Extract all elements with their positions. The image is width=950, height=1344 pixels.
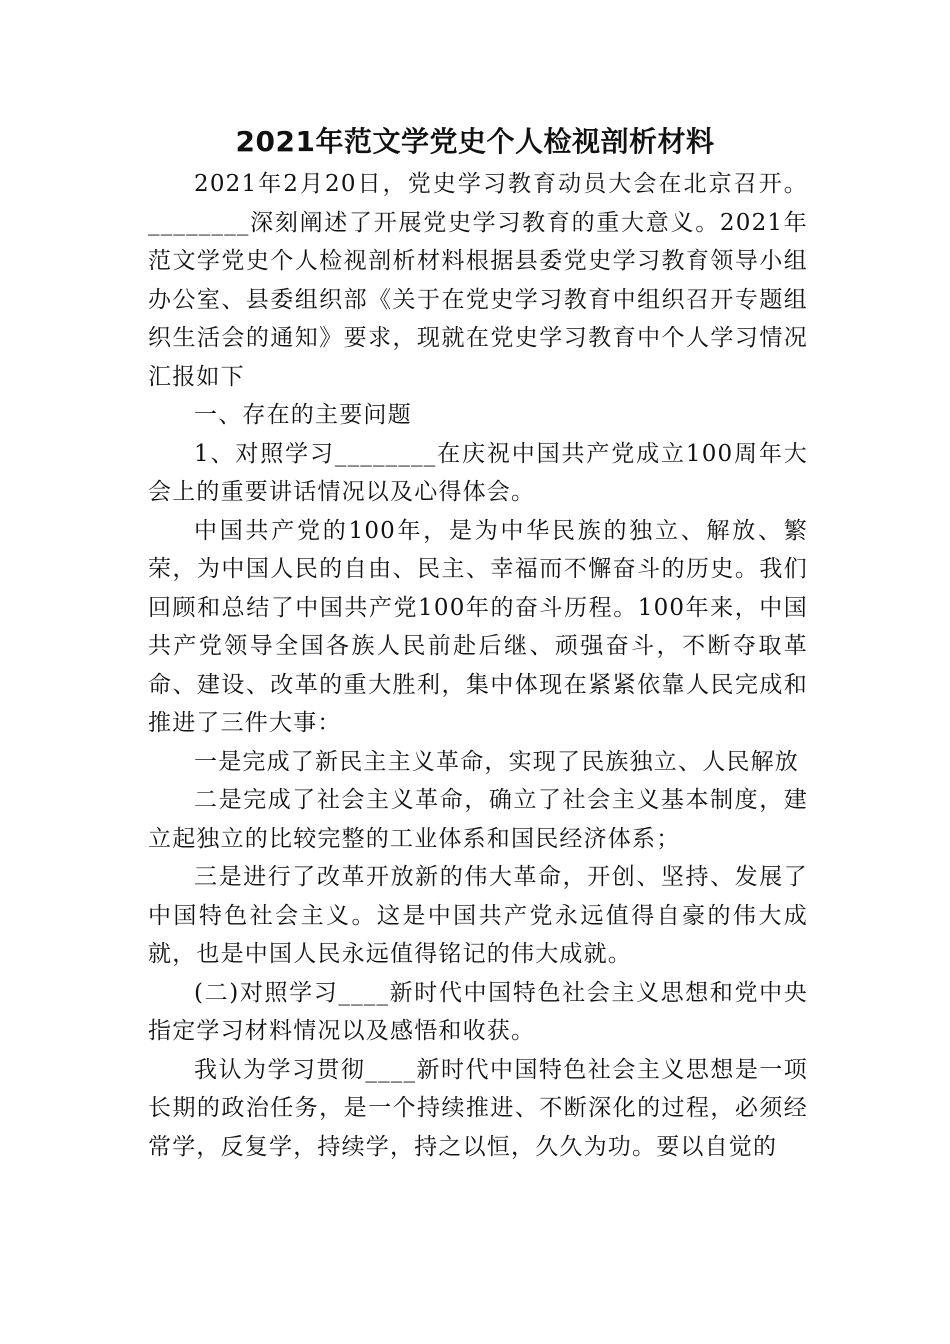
section-heading-problems: 一、存在的主要问题 bbox=[194, 402, 412, 428]
paragraph-item-1: 1、对照学习________在庆祝中国共产党成立100周年大会上的重要讲话情况以及心得体会。 bbox=[148, 440, 808, 505]
document-title: 2021年范文学党史个人检视剖析材料 bbox=[235, 125, 715, 158]
paragraph-item-2: (二)对照学习____新时代中国特色社会主义思想和党中央指定学习材料情况以及感悟和收获。 bbox=[148, 979, 808, 1044]
paragraph-third-event: 三是进行了改革开放新的伟大革命，开创、坚持、发展了中国特色社会主义。这是中国共产党永远值得自豪的伟大成就，也是中国人民永远值得铭记的伟大成就。 bbox=[148, 864, 808, 967]
paragraph-first-event: 一是完成了新民主主义革命，实现了民族独立、人民解放 bbox=[194, 748, 799, 775]
paragraph-history: 中国共产党的100年，是为中华民族的独立、解放、繁荣，为中国人民的自由、民主、幸福而不懈奋斗的历史。我们回顾和总结了中国共产党100年的奋斗历程。100年来，中国共产党领导全国各族人民前赴后继、顽强奋斗，不断夺取革命、建设、改革的重大胜利，集中体现在紧紧依靠人民完成和推进了三件大事： bbox=[148, 517, 808, 736]
document-body bbox=[148, 165, 808, 1166]
paragraph-reflection: 我认为学习贯彻____新时代中国特色社会主义思想是一项长期的政治任务，是一个持续推进、不断深化的过程，必须经常学，反复学，持续学，持之以恒，久久为功。要以自觉的 bbox=[148, 1056, 808, 1160]
paragraph-second-event: 二是完成了社会主义革命，确立了社会主义基本制度，建立起独立的比较完整的工业体系和国民经济体系； bbox=[148, 787, 808, 852]
paragraph-intro: 2021年2月20日，党史学习教育动员大会在北京召开。________深刻阐述了开展党史学习教育的重大意义。2021年范文学党史个人检视剖析材料根据县委党史学习教育领导小组办公室、县委组织部《关于在党史学习教育中组织召开专题组织生活会的通知》要求，现就在党史学习教育中个人学习情况汇报如下 bbox=[148, 171, 808, 390]
